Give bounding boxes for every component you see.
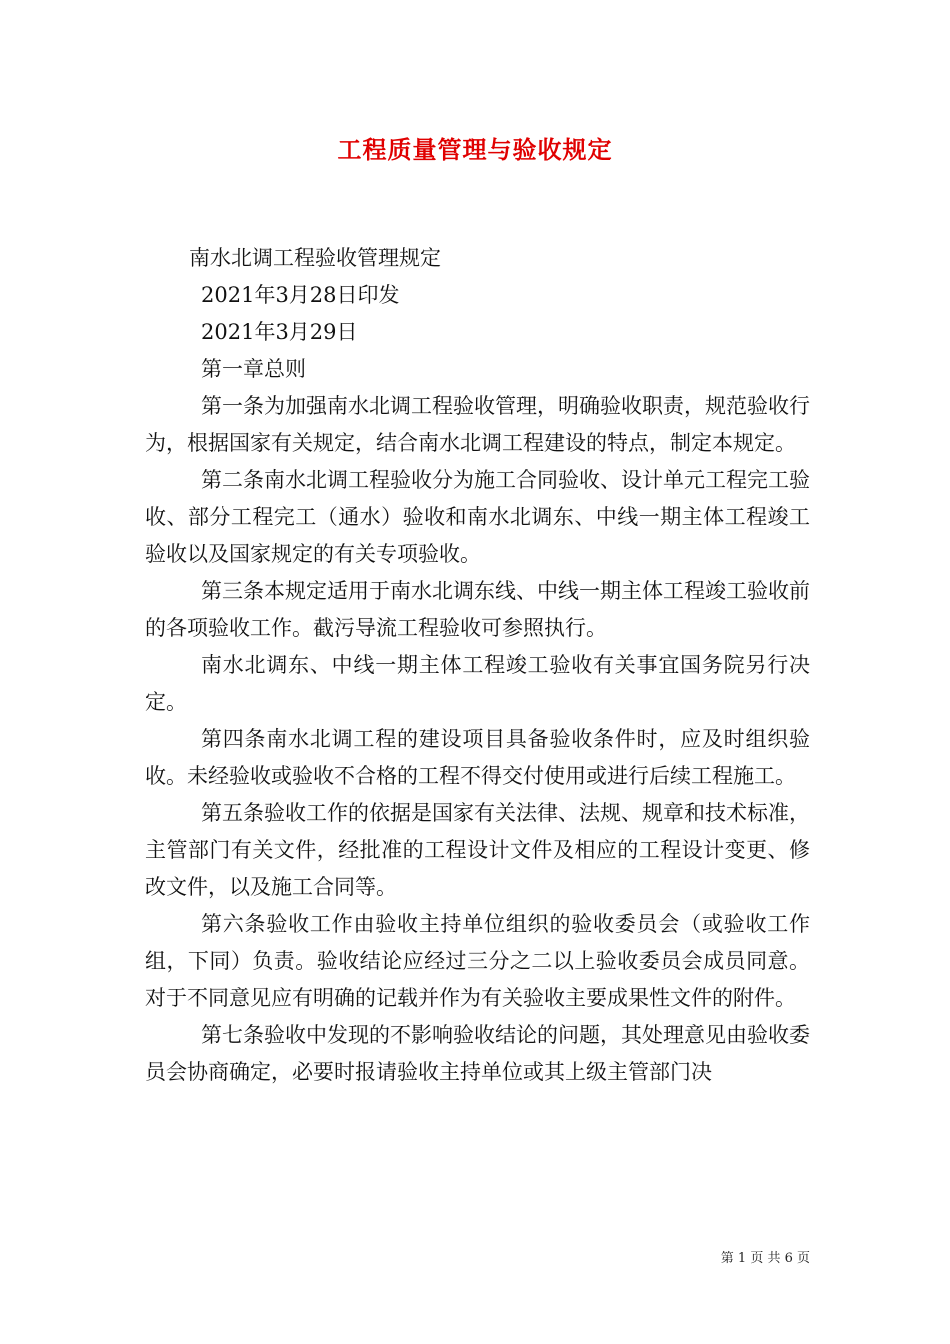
- regulation-name: 南水北调工程验收管理规定: [189, 246, 441, 270]
- paragraph-article-3: 第三条本规定适用于南水北调东线、中线一期主体工程竣工验收前的各项验收工作。截污导流工程验收可参照执行。: [145, 579, 810, 640]
- paragraph-article-4: 第四条南水北调工程的建设项目具备验收条件时，应及时组织验收。未经验收或验收不合格的工程不得交付使用或进行后续工程施工。: [145, 727, 810, 788]
- document-body: [145, 240, 810, 1091]
- paragraph-article-2: 第二条南水北调工程验收分为施工合同验收、设计单元工程完工验收、部分工程完工（通水）验收和南水北调东、中线一期主体工程竣工验收以及国家规定的有关专项验收。: [145, 468, 810, 566]
- paragraph-article-5: 第五条验收工作的依据是国家有关法律、法规、规章和技术标准，主管部门有关文件，经批准的工程设计文件及相应的工程设计变更、修改文件，以及施工合同等。: [145, 801, 810, 899]
- paragraph-article-6: 第六条验收工作由验收主持单位组织的验收委员会（或验收工作组，下同）负责。验收结论应经过三分之二以上验收委员会成员同意。对于不同意见应有明确的记载并作为有关验收主要成果性文件的附件。: [145, 912, 810, 1010]
- chapter-heading: 第一章总则: [201, 357, 306, 381]
- page-number-footer: 第 1 页 共 6 页: [720, 1251, 810, 1266]
- effective-date: 2021年3月29日: [201, 320, 358, 344]
- paragraph-article-1: 第一条为加强南水北调工程验收管理，明确验收职责，规范验收行为，根据国家有关规定，结合南水北调工程建设的特点，制定本规定。: [145, 394, 810, 455]
- document-title: 工程质量管理与验收规定: [337, 135, 613, 164]
- paragraph-article-7: 第七条验收中发现的不影响验收结论的问题，其处理意见由验收委员会协商确定，必要时报请验收主持单位或其上级主管部门决: [145, 1023, 810, 1084]
- paragraph-article-3-note: 南水北调东、中线一期主体工程竣工验收有关事宜国务院另行决定。: [145, 653, 810, 714]
- issue-date: 2021年3月28日印发: [201, 283, 400, 307]
